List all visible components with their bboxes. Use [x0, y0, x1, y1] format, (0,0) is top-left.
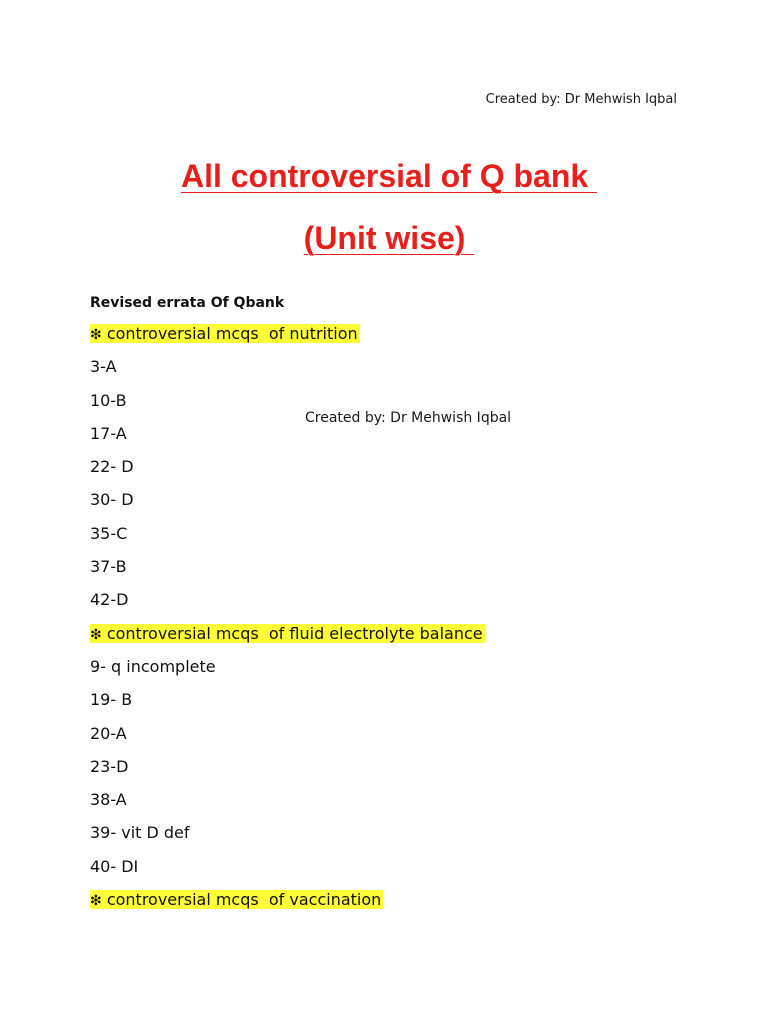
highlight: [90, 624, 485, 643]
list-item: 17-A: [90, 423, 127, 443]
document-title: All controversial of Q bank: [180, 158, 598, 194]
list-item: 19- B: [90, 690, 133, 710]
list-item: 39- vit D def: [90, 823, 190, 843]
highlight: [90, 890, 383, 909]
section-heading-label: controversial mcqs of fluid electrolyte balance: [101, 623, 483, 643]
section-heading-label: controversial mcqs of vaccination: [101, 890, 382, 910]
asterisk-bullet-icon: ❇: [90, 327, 102, 343]
list-item: 42-D: [90, 590, 129, 610]
asterisk-bullet-icon: ❇: [90, 893, 102, 910]
asterisk-bullet-icon: ❇: [90, 626, 102, 643]
list-item: 22- D: [90, 457, 134, 477]
list-item: 20-A: [90, 723, 127, 743]
section-heading-nutrition: [90, 322, 485, 355]
list-item: 10-B: [90, 390, 127, 410]
errata-heading: Revised errata Of Qbank: [90, 295, 285, 311]
section-heading-vaccination: [90, 888, 485, 921]
list-item: 9- q incomplete: [90, 656, 216, 676]
header-credit: Created by: Dr Mehwish Iqbal: [485, 92, 677, 107]
list-item: 37-B: [90, 557, 127, 577]
list-item: 3-A: [90, 357, 117, 377]
highlight: [90, 324, 360, 343]
list-item: 38-A: [90, 790, 127, 810]
document-subtitle-unit-wise: (Unit wise): [303, 220, 475, 256]
list-item: 30- D: [90, 490, 134, 510]
section-heading-fluid-electrolyte: [90, 622, 485, 655]
watermark-credit: Created by: Dr Mehwish Iqbal: [305, 410, 512, 426]
list-item: 23-D: [90, 756, 129, 776]
list-item: 35-C: [90, 523, 128, 543]
section-heading-label: controversial mcqs of nutrition: [101, 324, 358, 343]
list-item: 40- DI: [90, 856, 139, 876]
